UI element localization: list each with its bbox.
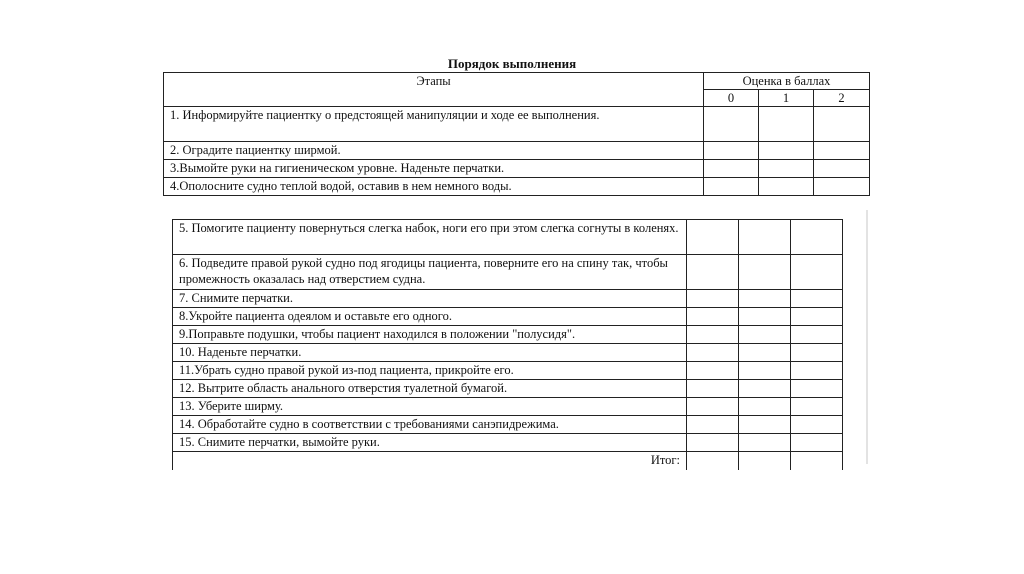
score-cell[interactable] bbox=[739, 308, 791, 326]
score-cell[interactable] bbox=[687, 434, 739, 452]
table-row: 1. Информируйте пациентку о предстоящей манипуляции и ходе ее выполнения. bbox=[164, 107, 704, 142]
score-cell[interactable] bbox=[739, 362, 791, 380]
total-score-cell[interactable] bbox=[687, 452, 739, 470]
page-title: Порядок выполнения bbox=[447, 56, 577, 71]
table-row: 6. Подведите правой рукой судно под ягодицы пациента, поверните его на спину так, чтобы промежность оказалась над отверстием судна. bbox=[173, 255, 687, 290]
score-cell[interactable] bbox=[687, 344, 739, 362]
table-row: 8.Укройте пациента одеялом и оставьте его одного. bbox=[173, 308, 687, 326]
score-cell[interactable] bbox=[791, 380, 843, 398]
score-cell[interactable] bbox=[687, 220, 739, 255]
total-score-cell[interactable] bbox=[791, 452, 843, 470]
score-cell[interactable] bbox=[791, 290, 843, 308]
score-cell[interactable] bbox=[814, 160, 870, 178]
table-row: 4.Ополосните судно теплой водой, оставив в нем немного воды. bbox=[164, 178, 704, 196]
score-cell[interactable] bbox=[791, 308, 843, 326]
header-score: Оценка в баллах bbox=[704, 73, 870, 90]
score-cell[interactable] bbox=[759, 142, 814, 160]
score-cell[interactable] bbox=[739, 398, 791, 416]
score-cell[interactable] bbox=[739, 434, 791, 452]
table-row: 10. Наденьте перчатки. bbox=[173, 344, 687, 362]
score-cell[interactable] bbox=[704, 142, 759, 160]
table-row: 2. Оградите пациентку ширмой. bbox=[164, 142, 704, 160]
score-cell[interactable] bbox=[687, 326, 739, 344]
table-row: 12. Вытрите область анального отверстия туалетной бумагой. bbox=[173, 380, 687, 398]
score-cell[interactable] bbox=[704, 160, 759, 178]
score-cell[interactable] bbox=[791, 255, 843, 290]
score-header-1: 1 bbox=[759, 90, 814, 107]
table-row: 13. Уберите ширму. bbox=[173, 398, 687, 416]
score-cell[interactable] bbox=[687, 416, 739, 434]
score-cell[interactable] bbox=[687, 255, 739, 290]
score-cell[interactable] bbox=[739, 290, 791, 308]
score-cell[interactable] bbox=[687, 290, 739, 308]
total-label: Итог: bbox=[173, 452, 687, 470]
page-edge-shadow bbox=[866, 210, 868, 464]
score-cell[interactable] bbox=[687, 380, 739, 398]
score-cell[interactable] bbox=[791, 220, 843, 255]
total-score-cell[interactable] bbox=[739, 452, 791, 470]
score-cell[interactable] bbox=[791, 344, 843, 362]
table-row: 9.Поправьте подушки, чтобы пациент находился в положении "полусидя". bbox=[173, 326, 687, 344]
score-cell[interactable] bbox=[739, 220, 791, 255]
score-cell[interactable] bbox=[759, 160, 814, 178]
score-cell[interactable] bbox=[791, 326, 843, 344]
score-cell[interactable] bbox=[791, 434, 843, 452]
score-cell[interactable] bbox=[791, 362, 843, 380]
score-cell[interactable] bbox=[759, 178, 814, 196]
score-cell[interactable] bbox=[814, 178, 870, 196]
procedure-table-part2 bbox=[172, 219, 843, 470]
table-row: 11.Убрать судно правой рукой из-под пациента, прикройте его. bbox=[173, 362, 687, 380]
table-row: 5. Помогите пациенту повернуться слегка набок, ноги его при этом слегка согнуты в коленях. bbox=[173, 220, 687, 255]
score-cell[interactable] bbox=[687, 362, 739, 380]
procedure-table-part1 bbox=[163, 72, 870, 196]
score-cell[interactable] bbox=[814, 107, 870, 142]
score-cell[interactable] bbox=[704, 107, 759, 142]
table-row: 3.Вымойте руки на гигиеническом уровне. Наденьте перчатки. bbox=[164, 160, 704, 178]
score-cell[interactable] bbox=[791, 398, 843, 416]
score-cell[interactable] bbox=[704, 178, 759, 196]
score-cell[interactable] bbox=[739, 344, 791, 362]
score-cell[interactable] bbox=[814, 142, 870, 160]
score-header-0: 0 bbox=[704, 90, 759, 107]
score-cell[interactable] bbox=[739, 255, 791, 290]
table-row: 7. Снимите перчатки. bbox=[173, 290, 687, 308]
score-cell[interactable] bbox=[739, 416, 791, 434]
header-stages: Этапы bbox=[164, 73, 704, 107]
score-cell[interactable] bbox=[791, 416, 843, 434]
score-cell[interactable] bbox=[739, 326, 791, 344]
score-cell[interactable] bbox=[739, 380, 791, 398]
score-cell[interactable] bbox=[687, 308, 739, 326]
score-cell[interactable] bbox=[687, 398, 739, 416]
table-row: 14. Обработайте судно в соответствии с требованиями санэпидрежима. bbox=[173, 416, 687, 434]
score-cell[interactable] bbox=[759, 107, 814, 142]
table-row: 15. Снимите перчатки, вымойте руки. bbox=[173, 434, 687, 452]
score-header-2: 2 bbox=[814, 90, 870, 107]
